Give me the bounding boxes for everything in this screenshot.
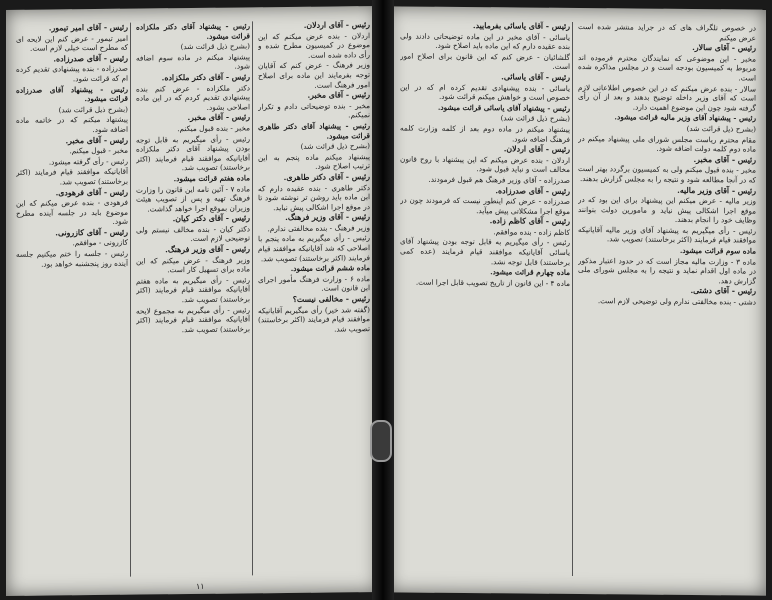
left-page-middle-column — [136, 21, 250, 576]
paragraph: مخبر - این موضوعی که نمایندگان محترم فرموده اند مربوط به کمیسیون بودجه است و در مجلس مذاکره شده است. — [578, 52, 756, 83]
paragraph: مخبر - قبول میکنم. — [69, 145, 128, 156]
paragraph: وزیر فرهنگ - عرض کنم که آقایان توجه بفرمایند این ماده برای اصلاح امور فرهنگ است. — [258, 60, 370, 90]
right-page — [388, 6, 766, 595]
paragraph: پیشنهاد میکنم که در خاتمه ماده اضافه شود. — [16, 115, 128, 134]
paragraph: رئیس - پیشنهاد آقای صدرزاده قرائت میشود. — [16, 84, 128, 104]
left-page-left-column — [16, 23, 128, 578]
paragraph: امیر تیمور - عرض کنم این لایحه ای که مطرح است خیلی لازم است. — [16, 33, 128, 53]
paragraph: ماده چهارم قرائت میشود. — [490, 267, 570, 278]
paragraph: سالار - بنده عرض میکنم که در این خصوص اطلاعاتی لازم است که آقای وزیر داخله توضیح بدهند و بعد از آن رأی گرفته شود چون این موضوع اهمیت دارد. — [578, 82, 756, 113]
paragraph: آقایانیکه موافقند قیام فرمایند (اکثر برخاستند) تصویب شد. — [16, 166, 128, 187]
paragraph: رئیس - آقای کازرونی. — [55, 227, 128, 238]
paragraph: رئیس - آقای وزیر فرهنگ. — [285, 212, 370, 223]
paragraph: رئیس - آقای اردلان. — [303, 20, 370, 30]
paragraph: رئیس - آقای یاسائی. — [501, 72, 570, 82]
paragraph: دکتر طاهری - بنده عقیده دارم که این ماده باید روشن تر نوشته شود تا در موقع اجرا اشکالی پیش نیاید. — [258, 182, 370, 212]
paragraph: رئیس - آقای فرهودی. — [55, 187, 128, 197]
paragraph: رئیس - رأی گرفته میشود. — [48, 156, 128, 167]
column-divider — [252, 21, 253, 575]
column-divider — [130, 23, 131, 577]
paragraph: رئیس - رأی میگیریم به قابل توجه بودن پیشنهاد آقای دکتر ملکزاده آقایانیکه موافقند قیام فرمایند (اکثر برخاستند) تصویب شد. — [136, 133, 250, 173]
paragraph: رئیس - آقای مخبر. — [65, 135, 128, 145]
paragraph: صدرزاده - بنده پیشنهادی تقدیم کرده ام که قرائت شود. — [16, 64, 128, 84]
paragraph: رئیس - رأی میگیریم به قابل توجه بودن پیشنهاد آقای یاسائی آقایانیکه موافقند قیام فرمایند (عده کمی برخاستند) قابل توجه نشد. — [400, 236, 570, 267]
paragraph: ماده ۳ - وزارت مالیه مجاز است که در حدود اعتبار مذکور در ماده اول اقدام نماید و نتیجه را به مجلس شورای ملی گزارش دهد. — [578, 255, 756, 286]
paragraph: مخبر - بنده توضیحاتی دادم و تکرار نمیکنم. — [258, 100, 370, 120]
paragraph: رئیس - آقای امیر تیمور. — [48, 22, 128, 33]
paragraph: ماده سوم قرائت میشود. — [679, 245, 756, 256]
paragraph: رئیس - آقای مخبر. — [307, 90, 370, 100]
paragraph: رئیس - مخالفی نیست؟ — [292, 294, 370, 304]
paragraph: دکتر ملکزاده - عرض کنم بنده پیشنهادی تقدیم کردم که در این ماده اصلاحی بشود. — [136, 82, 250, 112]
paragraph: ماده ۶ - وزارت فرهنگ مأمور اجرای این قانون است. — [258, 273, 370, 294]
binding-gutter — [372, 0, 394, 600]
paragraph: ماده ششم قرائت میشود. — [290, 263, 370, 274]
paragraph: پیشنهاد میکنم ماده پنجم به این ترتیب اصلاح شود. — [258, 151, 370, 172]
paragraph: در خصوص تلگراف های که در جراید منتشر شده است عرض میکنم — [578, 22, 756, 43]
paragraph: رئیس - رأی میگیریم به ماده پنجم با اصلاحی که شد آقایانیکه موافقند قیام فرمایند (اکثر برخاستند) تصویب شد. — [258, 233, 370, 263]
paragraph: رئیس - پیشنهاد آقای وزیر مالیه قرائت میشود. — [614, 112, 756, 123]
paragraph: رئیس - آقای مخبر. — [693, 154, 756, 165]
paragraph: صدرزاده - آقای وزیر فرهنگ هم قبول فرمودند. — [428, 174, 570, 185]
column-divider — [572, 22, 573, 576]
binder-clip — [370, 420, 392, 462]
right-page-outer-column — [578, 22, 756, 578]
paragraph: رئیس - آقای دکتر طاهری. — [283, 172, 370, 182]
paragraph: وزیر فرهنگ - بنده مخالفتی ندارم. — [267, 223, 370, 234]
paragraph: مقام محترم ریاست مجلس شورای ملی پیشنهاد میکنم در ماده دوم کلمه دولت اضافه شود. — [578, 133, 756, 154]
paragraph: ماده هفتم قرائت میشود. — [173, 173, 250, 184]
paragraph: رئیس - جلسه را ختم میکنیم جلسه آینده روز پنجشنبه خواهد بود. — [16, 248, 128, 269]
left-page-right-column — [258, 20, 370, 575]
paragraph: پیشنهاد میکنم در ماده سوم اضافه شود. — [136, 52, 250, 71]
paragraph: ماده ۴ - این قانون از تاریخ تصویب قابل اجرا است. — [415, 277, 570, 288]
paragraph: فرهودی - بنده عرض میکنم که این موضوع باید در جلسه آینده مطرح شود. — [16, 197, 128, 227]
paragraph: رئیس - آقای سالار. — [692, 43, 756, 53]
paragraph: رئیس - آقای وزیر مالیه. — [677, 185, 756, 196]
paragraph: (بشرح ذیل قرائت شد) — [58, 104, 128, 115]
paragraph: رئیس - رأی میگیریم به ماده هفتم آقایانیکه موافقند قیام فرمایند (اکثر برخاستند) تصویب شد. — [136, 275, 250, 305]
paragraph: رئیس - آقای صدرزاده. — [495, 185, 570, 196]
paragraph: رئیس - رأی میگیریم به پیشنهاد آقای وزیر مالیه آقایانیکه موافقند قیام فرمایند (اکثر برخاستند) تصویب شد. — [578, 224, 756, 246]
paragraph: گلشائیان - عرض کنم که این قانون برای اصلاح امور است. — [400, 51, 570, 72]
paragraph: یاسائی - آقای مخبر در این ماده توضیحاتی دادند ولی بنده عقیده دارم که این ماده باید اصلاح شود. — [400, 31, 570, 52]
paragraph: رئیس - پیشنهاد آقای یاسائی قرائت میشود. — [437, 102, 570, 113]
paragraph: رئیس - آقای دکتر کیان. — [172, 213, 250, 224]
paragraph: کاظم زاده - بنده موافقم. — [493, 227, 570, 237]
paragraph: رئیس - پیشنهاد آقای دکتر طاهری قرائت میشود. — [258, 121, 370, 141]
paragraph: یاسائی - بنده پیشنهادی تقدیم کرده ام که در این خصوص است و خواهش میکنم قرائت شود. — [400, 82, 570, 103]
paragraph: دکتر کیان - بنده مخالف نیستم ولی توضیحی لازم است. — [136, 224, 250, 244]
paragraph: رئیس - آقای دشتی. — [690, 286, 756, 296]
paragraph: اردلان - بنده عرض میکنم که این پیشنهاد با روح قانون مخالف است و نباید قبول شود. — [400, 154, 570, 175]
page-number: ۱۱ — [196, 581, 205, 591]
paragraph: (بشرح ذیل قرائت شد) — [300, 141, 370, 151]
paragraph: (بشرح ذیل قرائت شد) — [180, 41, 250, 52]
paragraph: مخبر - بنده قبول میکنم. — [177, 123, 250, 134]
paragraph: (گفته شد خیر) رأی میگیریم آقایانیکه موافقند قیام فرمایند (اکثر برخاستند) تصویب شد. — [258, 304, 370, 334]
paragraph: رئیس - آقای مخبر. — [187, 112, 250, 123]
paragraph: رئیس - آقای صدرزاده. — [53, 53, 128, 64]
paragraph: رئیس - آقای وزیر فرهنگ. — [165, 244, 250, 255]
paragraph: اردلان - بنده عرض میکنم که این موضوع در کمیسیون مطرح شده و رأی داده شده است. — [258, 30, 370, 60]
paragraph: ماده ۷ - آئین نامه این قانون را وزارت فرهنگ تهیه و پس از تصویب هیئت وزیران بموقع اجرا خواهد گذاشت. — [136, 183, 250, 214]
paragraph: رئیس - آقای اردلان. — [503, 144, 570, 155]
paragraph: (بشرح ذیل قرائت شد) — [686, 123, 756, 134]
paragraph: وزیر مالیه - عرض میکنم این پیشنهاد برای این بود که در موقع اجرا اشکالی پیش نیاید و مامورین دولت بتوانند وظایف خود را انجام بدهند. — [578, 195, 756, 225]
paragraph: رئیس - رأی میگیریم به مجموع لایحه آقایانیکه موافقند قیام فرمایند (اکثر برخاستند) تصویب شد. — [136, 305, 250, 334]
paragraph: وزیر فرهنگ - عرض میکنم که این ماده برای تسهیل کار است. — [136, 255, 250, 275]
paragraph: رئیس - پیشنهاد آقای دکتر ملکزاده قرائت میشود. — [136, 21, 250, 41]
paragraph: رئیس - آقای کاظم زاده. — [489, 216, 570, 227]
paragraph: دشتی - بنده مخالفتی ندارم ولی توضیحی لازم است. — [597, 296, 756, 307]
paragraph: رئیس - آقای یاسائی بفرمایید. — [472, 21, 570, 31]
left-page — [6, 6, 378, 596]
paragraph: صدرزاده - عرض کنم اینطور نیست که فرمودند چون در موقع اجرا مشکلاتی پیش میآید. — [400, 195, 570, 216]
paragraph: رئیس - آقای دکتر ملکزاده. — [161, 72, 250, 83]
right-page-inner-column — [400, 20, 570, 575]
paragraph: (بشرح ذیل قرائت شد) — [500, 113, 570, 124]
paragraph: کازرونی - موافقم. — [72, 238, 128, 248]
paragraph: پیشنهاد میکنم در ماده دوم بعد از کلمه وزارت کلمه فرهنگ اضافه شود. — [400, 123, 570, 144]
paragraph: مخبر - بنده قبول میکنم ولی به کمیسیون برگردد بهتر است که در آنجا مطالعه شود و نتیجه را به مجلس گزارش بدهند. — [578, 164, 756, 185]
